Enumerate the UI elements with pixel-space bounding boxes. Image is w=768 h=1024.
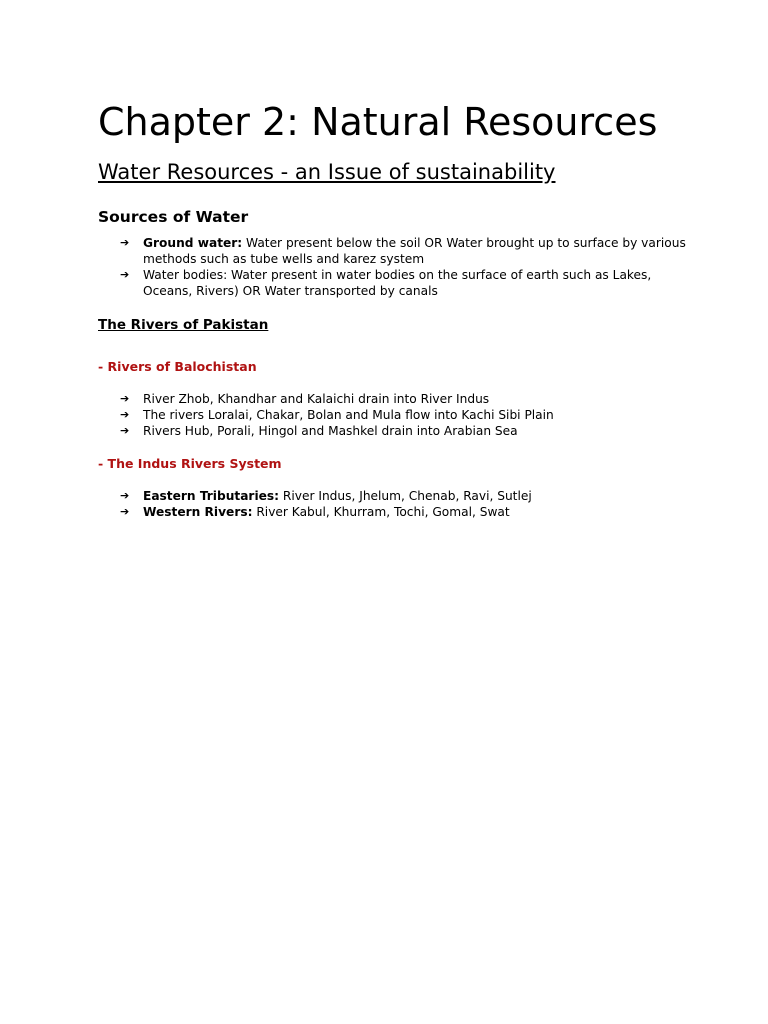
list-item	[98, 267, 698, 299]
item-text: Rivers Hub, Porali, Hingol and Mashkel drain into Arabian Sea	[143, 424, 518, 438]
list-item	[98, 423, 698, 439]
arrow-bullet-icon: ➔	[120, 408, 130, 421]
arrow-bullet-icon: ➔	[120, 489, 130, 502]
list-item	[98, 235, 698, 267]
rivers-of-balochistan-heading: - Rivers of Balochistan	[98, 359, 257, 374]
rivers-of-pakistan-heading: The Rivers of Pakistan	[98, 317, 269, 333]
item-label: Ground water:	[143, 236, 243, 250]
arrow-bullet-icon: ➔	[120, 424, 130, 437]
chapter-title: Chapter 2: Natural Resources	[98, 100, 658, 144]
item-label: Western Rivers:	[143, 505, 253, 519]
item-text: River Kabul, Khurram, Tochi, Gomal, Swat	[252, 505, 510, 519]
list-item	[98, 391, 698, 407]
arrow-bullet-icon: ➔	[120, 392, 130, 405]
indus-rivers-list	[98, 488, 698, 520]
indus-rivers-system-heading: - The Indus Rivers System	[98, 456, 282, 471]
balochistan-rivers-list	[98, 391, 698, 439]
section-title: Water Resources - an Issue of sustainability	[98, 160, 556, 184]
item-label: Eastern Tributaries:	[143, 489, 280, 503]
item-text: The rivers Loralai, Chakar, Bolan and Mula flow into Kachi Sibi Plain	[143, 408, 554, 422]
sources-of-water-heading: Sources of Water	[98, 208, 249, 226]
arrow-bullet-icon: ➔	[120, 236, 130, 249]
item-text: Water present below the soil OR Water brought up to surface by various methods such as tube wells and karez system	[143, 236, 686, 266]
list-item	[98, 504, 698, 520]
water-sources-list	[98, 235, 698, 299]
list-item	[98, 407, 698, 423]
item-text: River Indus, Jhelum, Chenab, Ravi, Sutlej	[279, 489, 532, 503]
arrow-bullet-icon: ➔	[120, 268, 130, 281]
list-item	[98, 488, 698, 504]
item-text: River Zhob, Khandhar and Kalaichi drain into River Indus	[143, 392, 490, 406]
item-text: Water bodies: Water present in water bodies on the surface of earth such as Lakes, Oceans, Rivers) OR Water transported by canals	[143, 268, 652, 298]
arrow-bullet-icon: ➔	[120, 505, 130, 518]
